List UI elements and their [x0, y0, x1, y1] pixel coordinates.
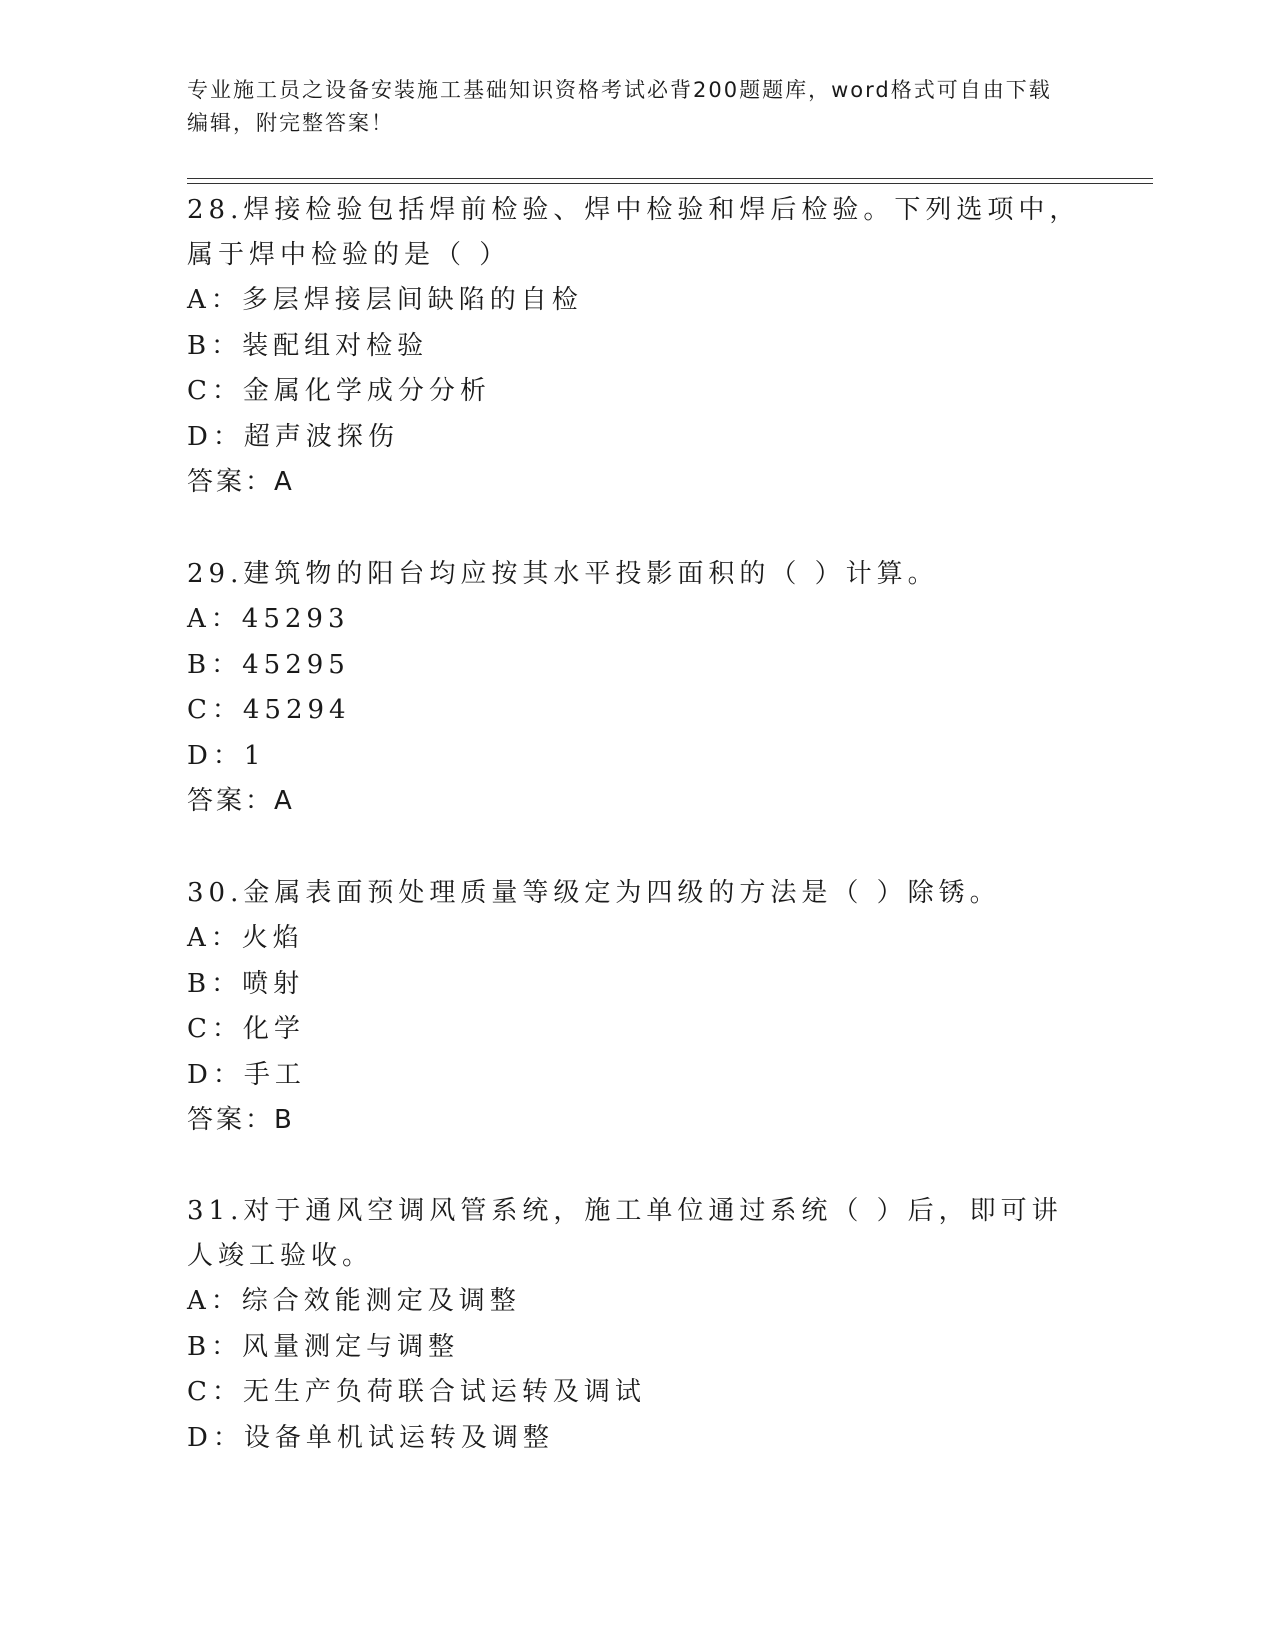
option-c: C：45294	[187, 695, 351, 725]
header-divider-bottom	[187, 183, 1153, 184]
option-a: A：火焰	[187, 923, 304, 953]
header-divider-top	[187, 178, 1153, 179]
question-stem: 28.焊接检验包括焊前检验、焊中检验和焊后检验。下列选项中，属于焊中检验的是（ ）	[187, 195, 1081, 270]
answer-line: 答案：A	[187, 467, 295, 497]
option-d: D：手工	[187, 1059, 306, 1090]
option-a: A：综合效能测定及调整	[187, 1286, 521, 1316]
option-c: C：无生产负荷联合试运转及调试	[187, 1377, 646, 1407]
option-c: C：金属化学成分分析	[187, 376, 491, 406]
question-28	[187, 188, 1087, 506]
question-31	[187, 1189, 1087, 1461]
option-b: B：风量测定与调整	[187, 1331, 460, 1362]
option-d: D：设备单机试运转及调整	[187, 1422, 554, 1453]
question-stem: 31.对于通风空调风管系统，施工单位通过系统（ ）后，即可讲人竣工验收。	[187, 1196, 1063, 1271]
question-stem: 29.建筑物的阳台均应按其水平投影面积的（ ）计算。	[187, 559, 939, 589]
answer-line: 答案：A	[187, 786, 295, 816]
option-a: A：多层焊接层间缺陷的自检	[187, 285, 583, 315]
document-header	[187, 74, 1067, 140]
option-b: B：45295	[187, 649, 350, 680]
option-b: B：装配组对检验	[187, 330, 429, 361]
question-29	[187, 552, 1087, 825]
option-d: D：超声波探伤	[187, 421, 399, 452]
option-c: C：化学	[187, 1014, 305, 1044]
question-stem: 30.金属表面预处理质量等级定为四级的方法是（ ）除锈。	[187, 878, 1001, 908]
header-title: 专业施工员之设备安装施工基础知识资格考试必背200题题库，word格式可自由下载编辑，附完整答案！	[187, 78, 1052, 135]
option-b: B：喷射	[187, 968, 305, 999]
question-30	[187, 871, 1087, 1144]
option-a: A：45293	[187, 604, 350, 634]
option-d: D：1	[187, 740, 266, 771]
answer-line: 答案：B	[187, 1105, 295, 1135]
